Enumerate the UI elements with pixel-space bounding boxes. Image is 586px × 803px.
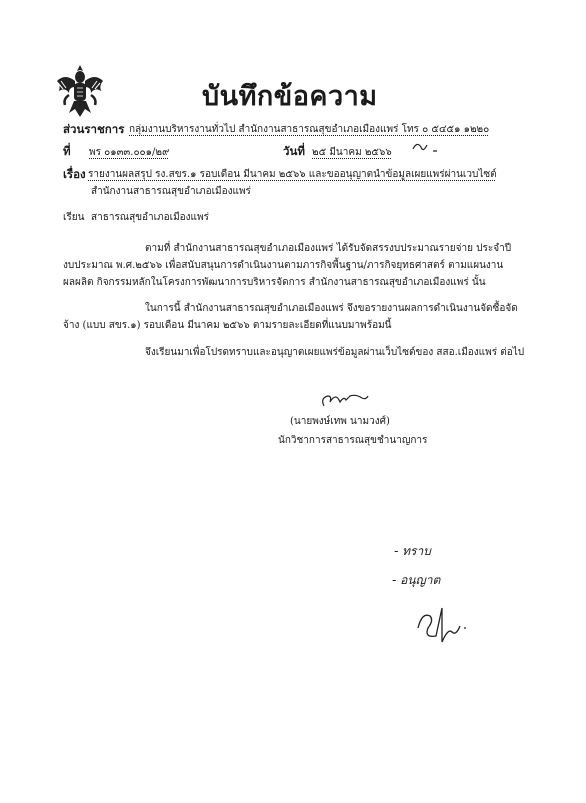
date-label: วันที่ <box>283 144 305 158</box>
handwritten-note-1: - ทราบ <box>394 544 431 558</box>
paragraph-2-line-1: ในการนี้ สำนักงานสาธารณสุขอำเภอเมืองแพร่ จึงขอรายงานผลการดำเนินงานจัดซื้อจัด <box>145 303 518 314</box>
to-label: เรียน <box>63 212 85 223</box>
signer-name: (นายพงษ์เทพ นามวงศ์) <box>290 416 390 427</box>
paragraph-3-line-1: จึงเรียนมาเพื่อโปรดทราบและอนุญาตเผยแพร่ข้อมูลผ่านเว็บไซต์ของ สสอ.เมืองแพร่ ต่อไป <box>145 347 525 358</box>
ref-label: ที่ <box>63 144 71 158</box>
signature-scribble <box>318 388 370 414</box>
memo-title: บันทึกข้อความ <box>202 81 378 112</box>
ref-value: พร ๐๑๓๓.๐๐๑/๒๙ <box>89 147 170 158</box>
handwritten-mark <box>411 139 445 155</box>
handwritten-note-2: - อนุญาต <box>392 573 441 587</box>
subject-line-2: สำนักงานสาธารณสุขอำเภอเมืองแพร่ <box>91 186 251 197</box>
signer-position: นักวิชาการสาธารณสุขชำนาญการ <box>278 435 428 446</box>
paragraph-1-line-3: ผลผลิต กิจกรรมหลักในโครงการพัฒนาการบริหารจัดการ สำนักงานสาธารณสุขอำเภอเมืองแพร่ นั้น <box>63 277 486 288</box>
approval-signature <box>412 598 476 646</box>
garuda-emblem <box>55 63 105 119</box>
paragraph-2-line-2: จ้าง (แบบ สขร.๑) รอบเดือน มีนาคม ๒๕๖๖ ตามรายละเอียดที่แนบมาพร้อมนี้ <box>63 320 392 331</box>
subject-line-1: รายงานผลสรุป รง.สขร.๑ รอบเดือน มีนาคม ๒๕๖๖ และขออนุญาตนำข้อมูลเผยแพร่ผ่านเวบไซต์ <box>88 169 497 180</box>
to-value: สาธารณสุขอำเภอเมืองแพร่ <box>91 212 209 223</box>
paragraph-1-line-2: งบประมาณ พ.ศ.๒๕๖๖ เพื่อสนับสนุนการดำเนินงานตามภารกิจพื้นฐาน/ภารกิจยุทธศาสตร์ ตามแผนงาน <box>63 260 504 271</box>
agency-label: ส่วนราชการ <box>63 122 125 136</box>
agency-value: กลุ่มงานบริหารงานทั่วไป สำนักงานสาธารณสุขอำเภอเมืองแพร่ โทร ๐ ๕๔๕๑ ๑๒๒๐ <box>129 124 490 135</box>
date-value: ๒๕ มีนาคม ๒๕๖๖ <box>312 147 392 158</box>
subject-label: เรื่อง <box>63 167 86 181</box>
paragraph-1-line-1: ตามที่ สำนักงานสาธารณสุขอำเภอเมืองแพร่ ได้รับจัดสรรงบประมาณรายจ่าย ประจำปี <box>145 243 512 254</box>
